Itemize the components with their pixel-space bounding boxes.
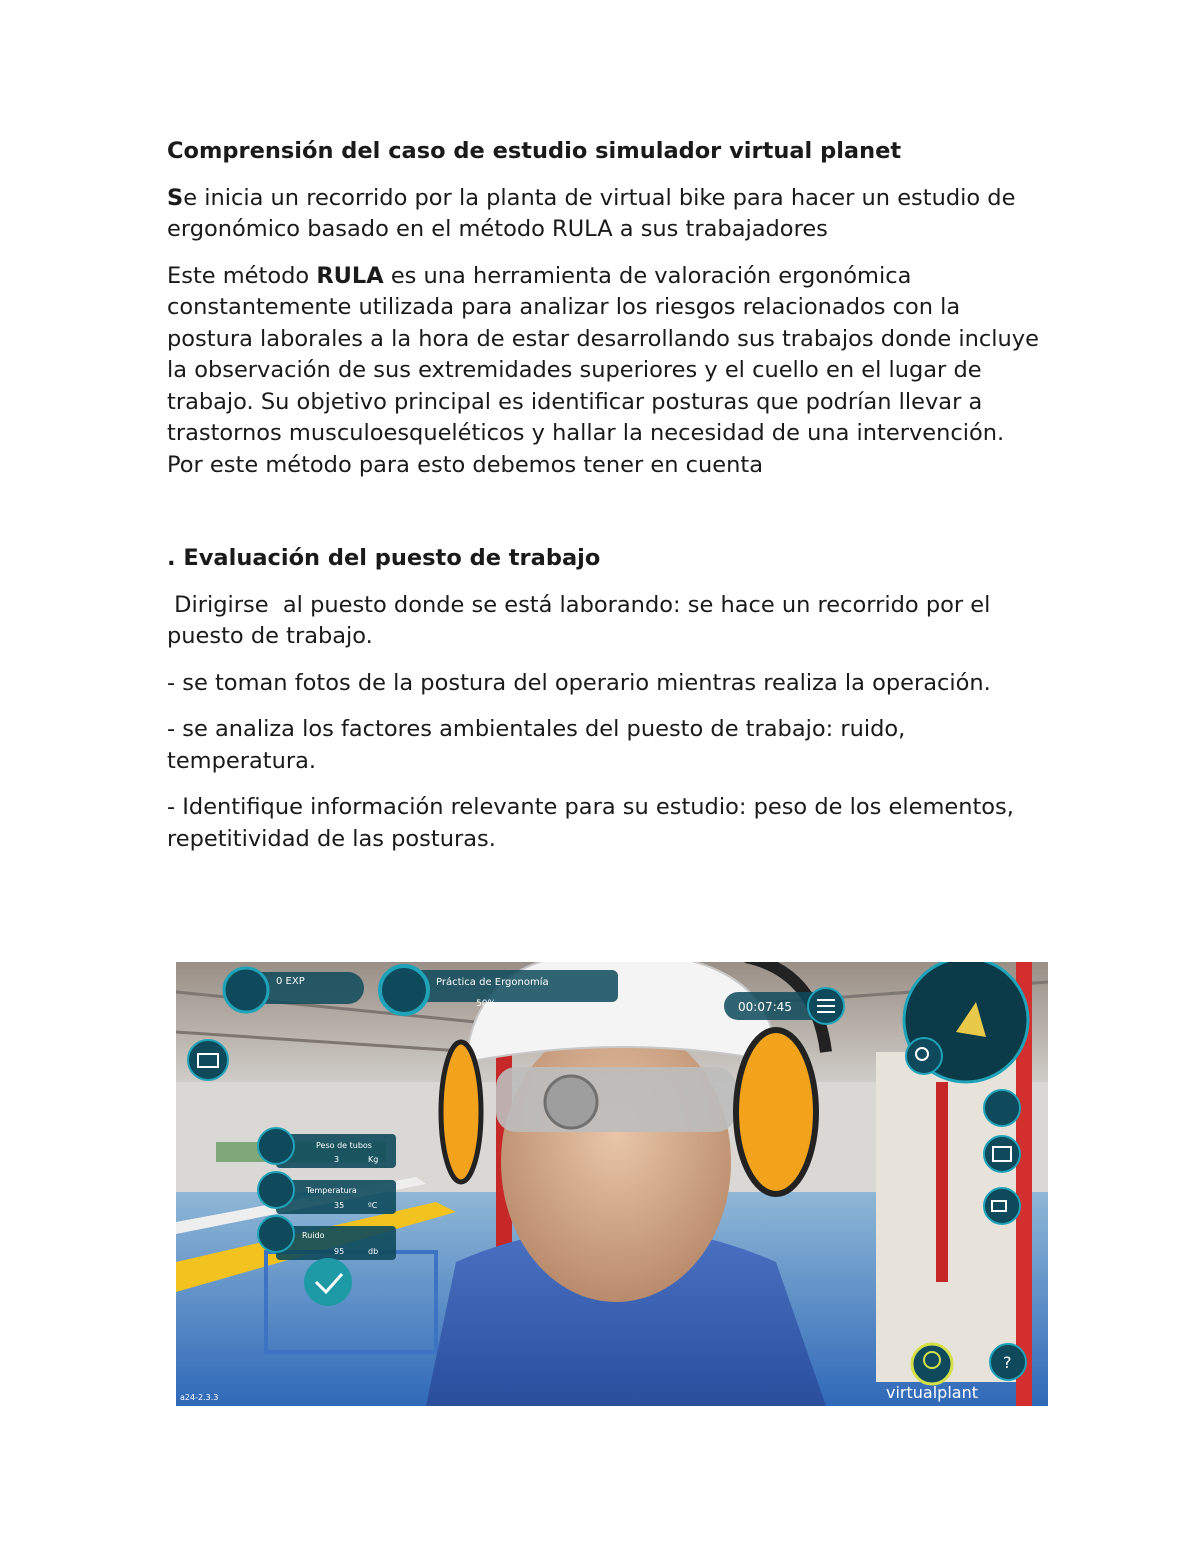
camera-button[interactable] <box>984 1188 1020 1224</box>
step-item: - Identifique información relevante para su estudio: peso de los elementos, repetitividad de las posturas. <box>167 794 1014 852</box>
weight-icon[interactable] <box>258 1128 294 1164</box>
confirm-button[interactable] <box>304 1258 352 1306</box>
hint-button[interactable] <box>912 1344 952 1384</box>
param-unit: Kg <box>368 1155 379 1164</box>
help-label: ? <box>1003 1353 1012 1372</box>
blank-line <box>167 496 1047 543</box>
param-weight <box>258 1128 396 1168</box>
param-value: 95 <box>334 1247 345 1256</box>
param-label: Ruido <box>302 1231 325 1240</box>
helmet-adjuster <box>545 1076 597 1128</box>
param-label: Temperatura <box>306 1186 357 1195</box>
earmuff-right <box>736 1030 816 1194</box>
step-item: - se analiza los factores ambientales del puesto de trabajo: ruido, temperatura. <box>167 716 906 774</box>
practice-title: Práctica de Ergonomía <box>436 977 549 988</box>
toolbox-button[interactable] <box>188 1040 228 1080</box>
rula-text-after: es una herramienta de valoración ergonómica constantemente utilizada para analizar los riesgos relacionados con la postura laborales a la hora de estar desarrollando sus trabajos donde incluye la observación de sus extremidades superiores y el cuello en el lugar de trabajo. Su objetivo principal es identificar posturas que podrían llevar a trastornos musculoesqueléticos y hallar la necesidad de una intervención. Por este método para esto debemos tener en cuenta <box>167 262 1039 478</box>
player-exp: 0 EXP <box>276 976 305 987</box>
intro-paragraph <box>167 183 1047 246</box>
simulator-screenshot <box>176 962 1048 1406</box>
document-title: Comprensión del caso de estudio simulador virtual planet <box>167 138 902 164</box>
param-value: 35 <box>334 1201 345 1210</box>
thermometer-icon[interactable] <box>258 1172 294 1208</box>
intro-text: e inicia un recorrido por la planta de virtual bike para hacer un estudio de ergonómico basado en el método RULA a sus trabajadores <box>167 184 1016 242</box>
param-label: Peso de tubos <box>316 1141 372 1150</box>
grid-button[interactable] <box>984 1136 1020 1172</box>
rula-term: RULA <box>316 262 384 289</box>
step-item: - se toman fotos de la postura del operario mientras realiza la operación. <box>167 669 991 696</box>
param-unit: ºC <box>368 1201 378 1210</box>
helmet-strap <box>496 1067 736 1132</box>
rula-paragraph <box>167 261 1047 482</box>
chat-button[interactable] <box>984 1090 1020 1126</box>
rula-text-before: Este método <box>167 262 317 289</box>
earmuff-left <box>441 1042 481 1182</box>
speaker-icon[interactable] <box>258 1216 294 1252</box>
zoom-button[interactable] <box>906 1038 942 1074</box>
brand-logo: virtualplant <box>886 1383 978 1402</box>
practice-progress-icon[interactable] <box>380 966 428 1014</box>
timer: 00:07:45 <box>738 1000 792 1014</box>
section-heading: . Evaluación del puesto de trabajo <box>167 545 601 571</box>
red-post-right <box>936 1082 948 1282</box>
step-item: Dirigirse al puesto donde se está laborando: se hace un recorrido por el puesto de trabajo. <box>167 591 998 649</box>
avatar-icon[interactable] <box>224 968 268 1012</box>
version-label: a24-2.3.3 <box>180 1393 219 1402</box>
worker-neck <box>501 1022 731 1302</box>
param-value: 3 <box>334 1155 340 1164</box>
intro-initial: S <box>167 184 184 211</box>
param-unit: db <box>368 1247 379 1256</box>
document-body <box>167 136 1047 870</box>
practice-score: 50% <box>476 999 497 1009</box>
